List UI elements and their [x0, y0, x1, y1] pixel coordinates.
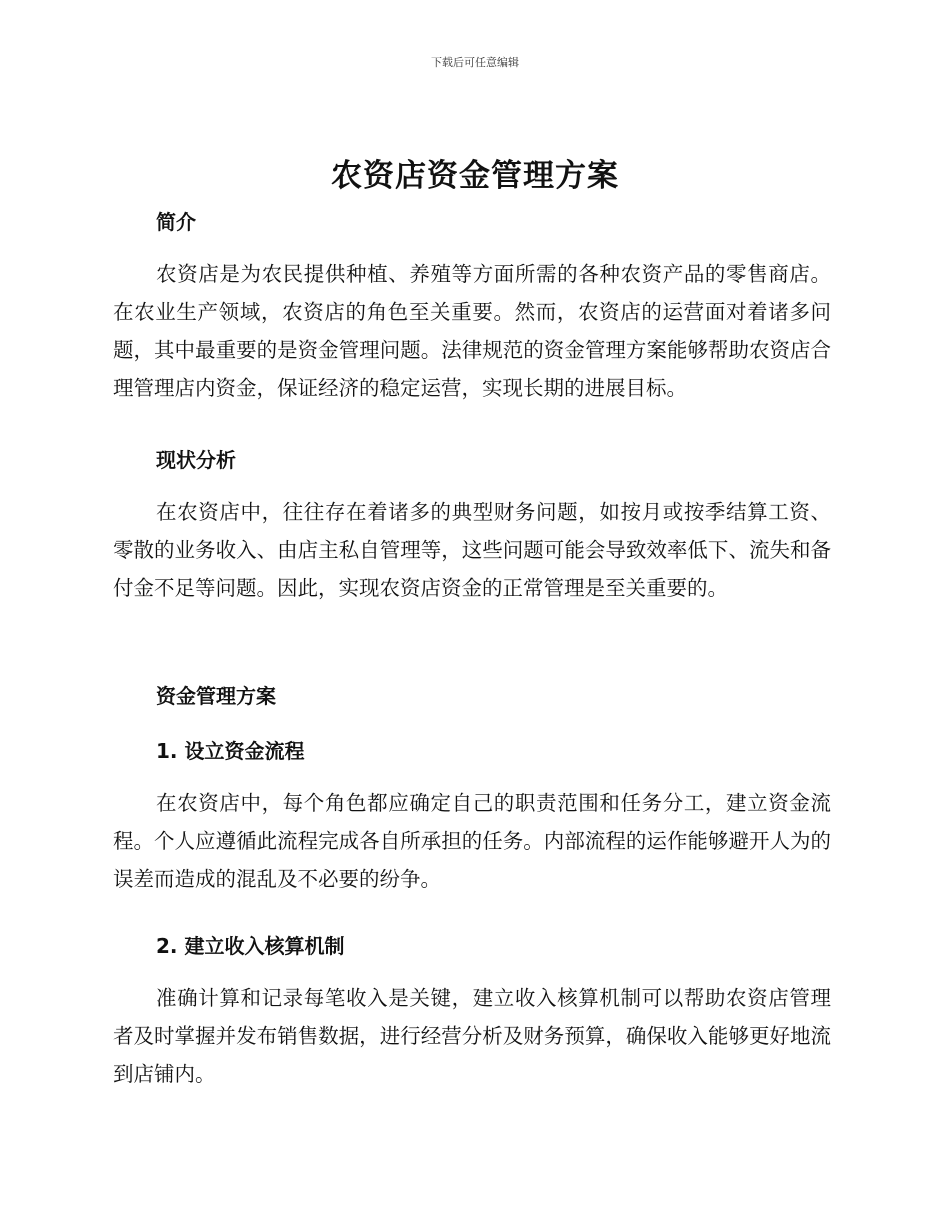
- paragraph-item2: 准确计算和记录每笔收入是关键，建立收入核算机制可以帮助农资店管理者及时掌握并发布销售数据，进行经营分析及财务预算，确保收入能够更好地流到店铺内。: [113, 986, 831, 1086]
- subsection-heading-1: 1. 设立资金流程: [156, 739, 305, 763]
- section-heading-intro: 简介: [156, 210, 196, 234]
- document-title: 农资店资金管理方案: [331, 158, 619, 194]
- section-heading-plan: 资金管理方案: [156, 684, 276, 708]
- paragraph-status: 在农资店中，往往存在着诸多的典型财务问题，如按月或按季结算工资、零散的业务收入、由店主私自管理等，这些问题可能会导致效率低下、流失和备付金不足等问题。因此，实现农资店资金的正常管理是至关重要的。: [113, 500, 831, 600]
- paragraph-item1: 在农资店中，每个角色都应确定自己的职责范围和任务分工，建立资金流程。个人应遵循此流程完成各自所承担的任务。内部流程的运作能够避开人为的误差而造成的混乱及不必要的纷争。: [113, 791, 831, 891]
- subsection-heading-2: 2. 建立收入核算机制: [156, 934, 345, 958]
- paragraph-intro: 农资店是为农民提供种植、养殖等方面所需的各种农资产品的零售商店。在农业生产领域，农资店的角色至关重要。然而，农资店的运营面对着诸多问题，其中最重要的是资金管理问题。法律规范的资金管理方案能够帮助农资店合理管理店内资金，保证经济的稳定运营，实现长期的进展目标。: [113, 262, 831, 400]
- header-note: 下载后可任意编辑: [431, 56, 519, 69]
- section-heading-status: 现状分析: [156, 448, 236, 472]
